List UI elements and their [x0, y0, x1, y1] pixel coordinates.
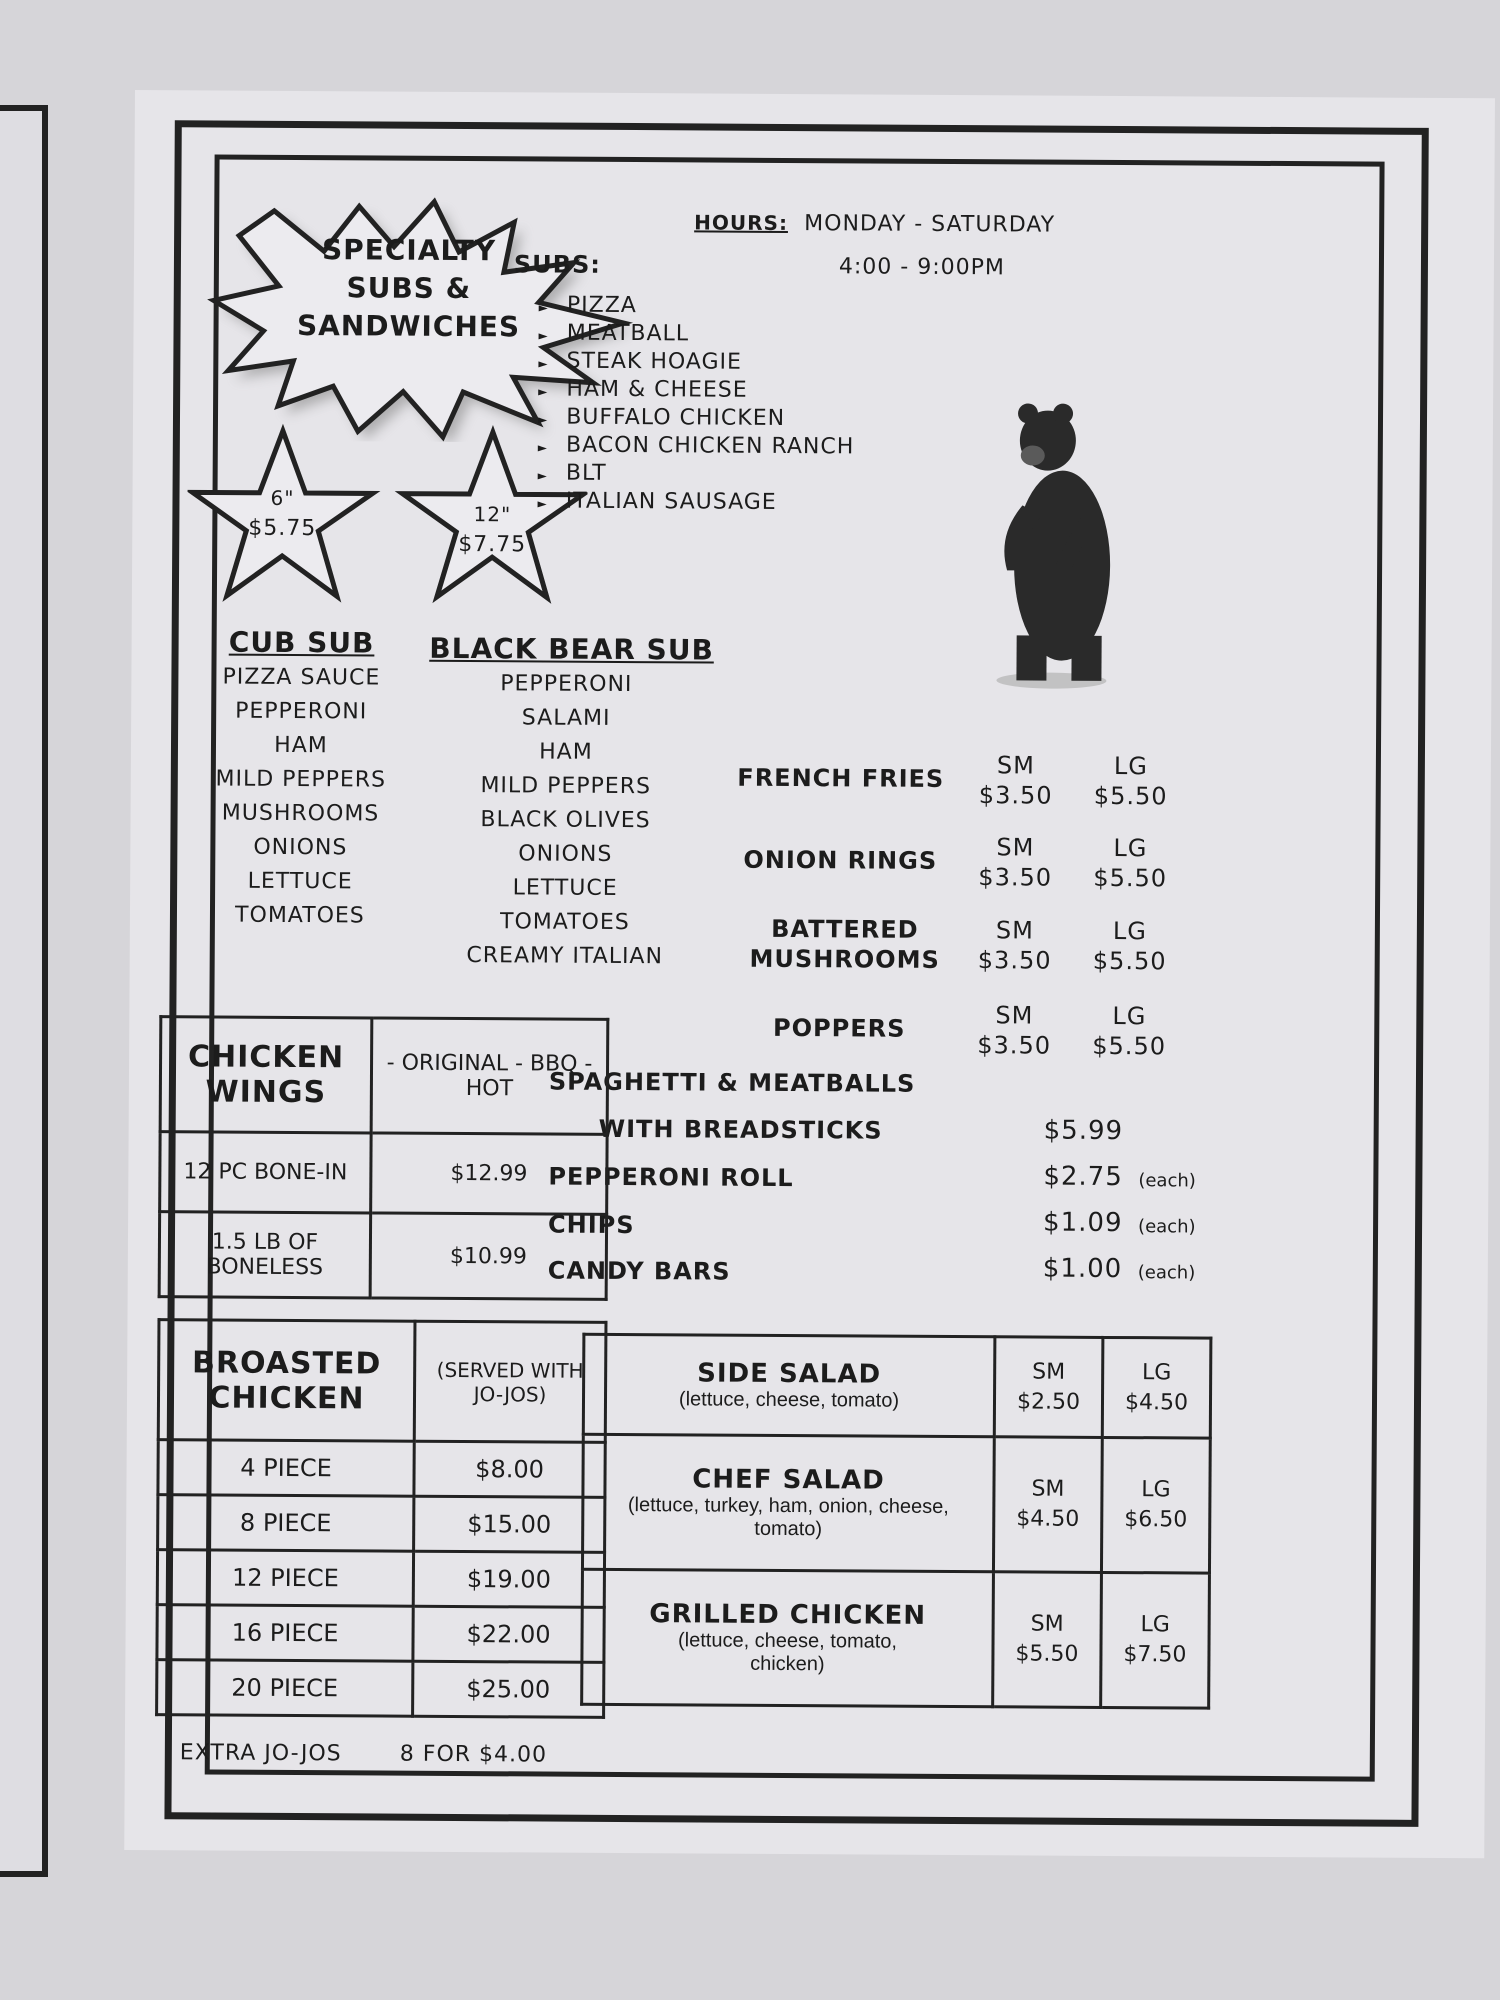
- bullet-icon: ►: [537, 468, 548, 483]
- sub-item: BACON CHICKEN RANCH: [565, 432, 855, 460]
- list-item: BLACK OLIVES: [480, 807, 651, 834]
- list-item: PEPPERONI: [235, 698, 368, 725]
- broasted-note: (SERVED WITH JO-JOS): [414, 1321, 606, 1442]
- side-lg: LG $5.50: [1093, 751, 1168, 811]
- side-name: POPPERS: [773, 1013, 906, 1043]
- misc-item-note: (each): [1137, 1262, 1196, 1284]
- salad-desc: (lettuce, turkey, ham, onion, cheese, tomato): [627, 1494, 949, 1541]
- misc-item-name: CHIPS: [547, 1210, 635, 1240]
- black-bear-sub-section: [390, 632, 752, 975]
- bullet-icon: ►: [537, 440, 549, 455]
- table-row: [583, 1334, 1211, 1438]
- wings-item-name: 1.5 LB OF BONELESS: [159, 1212, 371, 1298]
- salad-sm: SM $4.50: [993, 1437, 1102, 1573]
- star-12-price: $7.75: [458, 531, 527, 558]
- broasted-item-price: $15.00: [414, 1496, 605, 1552]
- table-row: [160, 1132, 607, 1215]
- specialty-title-line1: SPECIALTY: [321, 233, 497, 268]
- wings-title: CHICKEN WINGS: [160, 1017, 372, 1133]
- bullet-icon: ►: [538, 384, 549, 399]
- salad-name: CHEF SALAD: [692, 1464, 885, 1496]
- table-row: [582, 1434, 1210, 1573]
- list-item: [538, 404, 855, 434]
- list-item: [538, 376, 855, 406]
- salad-desc: (lettuce, cheese, tomato, chicken): [677, 1629, 898, 1676]
- broasted-item-price: $25.00: [413, 1661, 604, 1717]
- list-item: PIZZA SAUCE: [222, 664, 381, 691]
- extra-jojos-price: 8 FOR $4.00: [399, 1741, 548, 1768]
- side-name: BATTERED MUSHROOMS: [749, 914, 940, 974]
- bullet-icon: ►: [538, 328, 549, 343]
- broasted-item-name: 12 PIECE: [157, 1550, 413, 1607]
- misc-item-name: WITH BREADSTICKS: [598, 1114, 883, 1145]
- table-row: [157, 1550, 604, 1608]
- wings-table: [158, 1015, 610, 1301]
- misc-item-price: $2.75: [1043, 1161, 1123, 1193]
- salad-lg: LG $4.50: [1102, 1337, 1211, 1438]
- misc-item-name: SPAGHETTI & MEATBALLS: [548, 1067, 916, 1098]
- extra-jojos-label: EXTRA JO-JOS: [179, 1740, 342, 1767]
- sub-item: PIZZA: [566, 292, 637, 319]
- sub-item: ITALIAN SAUSAGE: [565, 488, 777, 515]
- salad-name: SIDE SALAD: [697, 1358, 882, 1390]
- bear-illustration: [991, 395, 1143, 696]
- list-item: TOMATOES: [235, 902, 365, 929]
- hours-days: MONDAY - SATURDAY: [804, 211, 1056, 238]
- table-row: [157, 1605, 604, 1663]
- specialty-title-line2: SUBS &: [346, 271, 472, 306]
- star-6-size: 6": [270, 485, 295, 510]
- star-6-price: $5.75: [248, 515, 317, 542]
- salad-lg: LG $6.50: [1101, 1437, 1210, 1573]
- misc-item-name: CANDY BARS: [547, 1256, 731, 1286]
- side-sm: SM $3.50: [978, 751, 1053, 810]
- bullet-icon: ►: [538, 300, 549, 315]
- side-name: FRENCH FRIES: [737, 763, 945, 793]
- broasted-item-price: $8.00: [414, 1441, 605, 1497]
- misc-item-price: $1.09: [1043, 1207, 1123, 1239]
- bullet-icon: ►: [537, 412, 549, 427]
- broasted-table: [155, 1318, 607, 1719]
- specialty-title: [278, 231, 539, 347]
- table-row: [159, 1212, 607, 1300]
- list-item: ONIONS: [518, 841, 613, 867]
- side-lg: LG $5.50: [1093, 833, 1168, 893]
- list-item: SALAMI: [521, 705, 611, 731]
- list-item: LETTUCE: [247, 868, 353, 895]
- cub-sub-title: CUB SUB: [228, 625, 375, 660]
- misc-item-name: PEPPERONI ROLL: [548, 1162, 794, 1193]
- broasted-item-name: 8 PIECE: [158, 1495, 414, 1552]
- misc-item-price: $5.99: [1043, 1115, 1124, 1147]
- table-row: [158, 1495, 605, 1553]
- side-sm: SM $3.50: [977, 1001, 1052, 1060]
- menu-sheet: [124, 90, 1495, 1858]
- table-row: [158, 1440, 605, 1498]
- list-item: TOMATOES: [499, 909, 630, 936]
- broasted-item-name: 20 PIECE: [157, 1660, 413, 1717]
- broasted-title: BROASTED CHICKEN: [158, 1320, 415, 1442]
- wings-flavors: - ORIGINAL - BBQ - HOT: [371, 1018, 608, 1134]
- hours-time: 4:00 - 9:00PM: [838, 254, 1005, 281]
- subs-list: [537, 292, 855, 518]
- wings-item-price: $10.99: [370, 1213, 607, 1299]
- star-icon: [192, 430, 373, 596]
- broasted-item-name: 4 PIECE: [158, 1440, 414, 1497]
- black-bear-sub-title: BLACK BEAR SUB: [429, 631, 714, 667]
- wings-item-name: 12 PC BONE-IN: [160, 1132, 371, 1213]
- adjacent-page-edge: [0, 105, 48, 1877]
- broasted-item-name: 16 PIECE: [157, 1605, 413, 1662]
- bullet-icon: ►: [538, 356, 549, 371]
- table-row: [157, 1660, 604, 1718]
- list-item: PEPPERONI: [500, 671, 633, 698]
- list-item: HAM: [274, 732, 328, 759]
- misc-item-price: $1.00: [1042, 1253, 1123, 1285]
- list-item: [538, 460, 855, 490]
- salad-sm: SM $2.50: [994, 1337, 1103, 1438]
- sub-item: STEAK HOAGIE: [566, 348, 743, 375]
- specialty-title-line3: SANDWICHES: [296, 308, 521, 344]
- salad-lg: LG $7.50: [1101, 1572, 1210, 1708]
- list-item: [538, 348, 855, 378]
- table-row: [582, 1569, 1210, 1708]
- list-item: MILD PEPPERS: [215, 766, 387, 793]
- star-12-size: 12": [473, 502, 512, 527]
- list-item: [538, 432, 855, 462]
- list-item: [537, 488, 854, 518]
- broasted-item-price: $19.00: [413, 1551, 604, 1607]
- list-item: [538, 320, 855, 350]
- bullet-icon: ►: [537, 496, 548, 511]
- subs-label: SUBS:: [513, 250, 601, 279]
- salads-table: [580, 1333, 1212, 1710]
- list-item: HAM: [539, 739, 593, 765]
- broasted-item-price: $22.00: [413, 1606, 604, 1662]
- side-sm: SM $3.50: [978, 833, 1053, 892]
- list-item: [539, 292, 856, 322]
- misc-item-note: (each): [1138, 1170, 1196, 1192]
- side-sm: SM $3.50: [977, 916, 1052, 975]
- sub-item: BUFFALO CHICKEN: [566, 404, 786, 431]
- side-lg: LG $5.50: [1092, 1001, 1167, 1061]
- sub-item: BLT: [565, 460, 607, 486]
- list-item: LETTUCE: [512, 875, 618, 901]
- list-item: MUSHROOMS: [221, 800, 380, 827]
- sub-item: HAM & CHEESE: [566, 376, 748, 403]
- side-name: ONION RINGS: [743, 845, 938, 875]
- wings-item-price: $12.99: [371, 1133, 607, 1214]
- sub-item: MEATBALL: [566, 320, 690, 347]
- salad-name: GRILLED CHICKEN: [649, 1599, 927, 1631]
- side-lg: LG $5.50: [1092, 916, 1167, 976]
- list-item: MILD PEPPERS: [480, 773, 652, 800]
- list-item: ONIONS: [253, 834, 348, 861]
- hours-label: HOURS:: [694, 210, 789, 235]
- list-item: CREAMY ITALIAN: [466, 943, 664, 970]
- salad-sm: SM $5.50: [993, 1572, 1102, 1708]
- salad-desc: (lettuce, cheese, tomato): [678, 1388, 900, 1412]
- misc-item-note: (each): [1138, 1216, 1196, 1238]
